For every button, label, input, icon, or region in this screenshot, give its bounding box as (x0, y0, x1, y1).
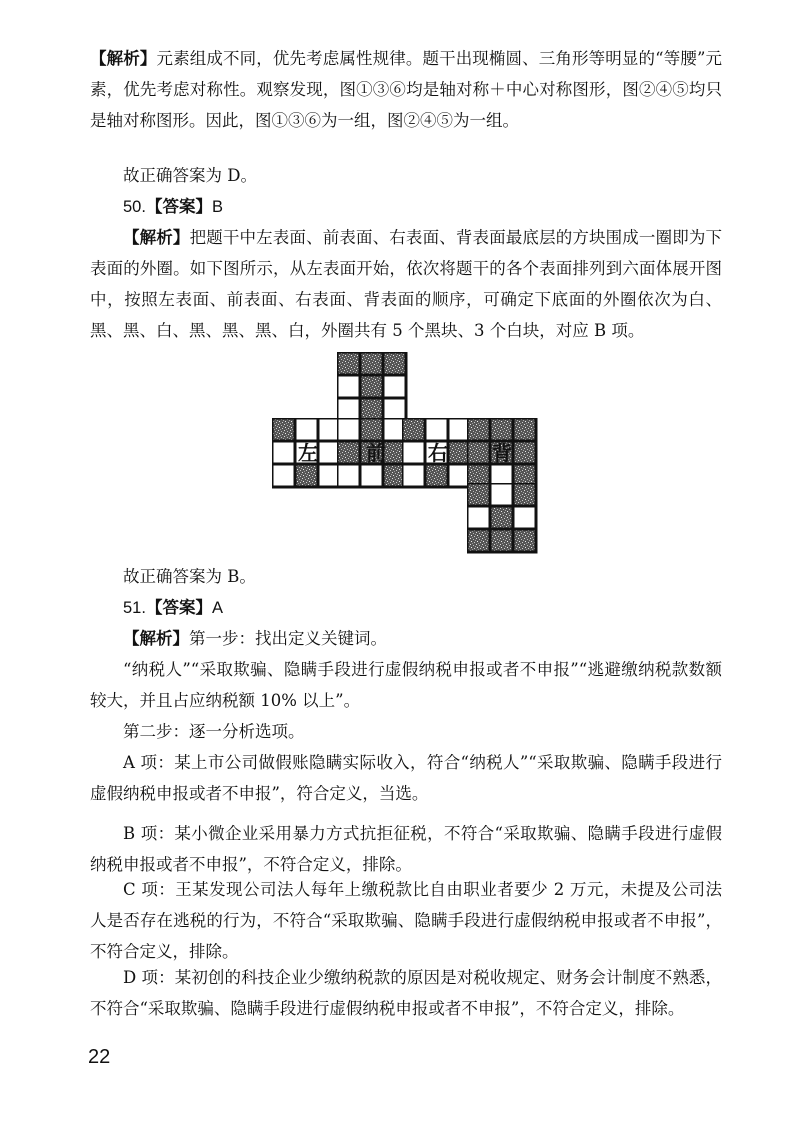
question-number: 50. (123, 198, 146, 216)
net-cell-dark (362, 354, 382, 374)
explain-label: 【解析】 (90, 49, 157, 68)
q51-keywords: “纳税人”“采取欺骗、隐瞒手段进行虚假纳税申报或者不申报”“逃避缴纳税款数额较大，并且占应纳税额 10% 以上”。 (90, 660, 722, 710)
net-cell-white (469, 508, 489, 528)
answer-value: B (211, 198, 223, 216)
net-cell-dark (492, 420, 512, 440)
net-cell-white (404, 466, 424, 486)
net-cell-white (427, 420, 447, 440)
option-b-analysis: B 项：某小微企业采用暴力方式抗拒征税，不符合“采取欺骗、隐瞒手段进行虚假纳税申报或者不申报”，不符合定义，排除。 (90, 824, 722, 874)
net-cell-dark (515, 531, 535, 551)
q51-step1 (90, 623, 722, 654)
net-cell-dark (515, 485, 535, 505)
net-cell-white (404, 443, 424, 463)
net-cell-white (339, 420, 359, 440)
answer-value: A (211, 599, 223, 617)
label-right: 右 (428, 441, 448, 465)
net-cell-white (385, 400, 405, 420)
q49-final-answer: 故正确答案为 D。 (123, 166, 257, 185)
net-cell-dark (362, 377, 382, 397)
step-text: 第一步：找出定义关键词。 (189, 629, 387, 648)
net-cell-white (339, 400, 359, 420)
q50-final-answer: 故正确答案为 B。 (123, 567, 256, 586)
net-cell-dark (469, 420, 489, 440)
net-cell-white (492, 466, 512, 486)
q51-answer (90, 592, 722, 624)
net-cell-white (274, 443, 294, 463)
option-a-analysis: A 项：某上市公司做假账隐瞒实际收入，符合“纳税人”“采取欺骗、隐瞒手段进行虚假纳税申报或者不申报”，符合定义，当选。 (90, 753, 722, 803)
explain-label: 【解析】 (123, 629, 189, 648)
label-front: 前 (366, 441, 386, 465)
net-cell-dark (385, 466, 405, 486)
q50-explanation (90, 222, 722, 346)
net-cell-white (320, 466, 340, 486)
net-cell-dark (362, 400, 382, 420)
q51-step2: 第二步：逐一分析选项。 (123, 722, 305, 741)
option-c-analysis: C 项：王某发现公司法人每年上缴税款比自由职业者要少 2 万元，未提及公司法人是否存在逃税的行为，不符合“采取欺骗、隐瞒手段进行虚假纳税申报或者不申报”，不符合定义，排除。 (90, 880, 722, 961)
net-cell-dark (339, 443, 359, 463)
net-cell-dark (450, 443, 470, 463)
net-cell-white (385, 420, 405, 440)
option-d-analysis: D 项：某初创的科技企业少缴纳税款的原因是对税收规定、财务会计制度不熟悉，不符合“采取欺骗、隐瞒手段进行虚假纳税申报或者不申报”，不符合定义，排除。 (90, 968, 722, 1018)
net-cell-white (320, 420, 340, 440)
net-cell-dark (515, 466, 535, 486)
net-cell-dark (492, 508, 512, 528)
net-cell-white (320, 443, 340, 463)
q50-answer (90, 191, 722, 223)
net-cell-dark (362, 420, 382, 440)
net-cell-white (339, 377, 359, 397)
explain-text: 把题干中左表面、前表面、右表面、背表面最底层的方块围成一圈即为下表面的外圈。如下图所示，从左表面开始，依次将题干的各个表面排列到六面体展开图中，按照左表面、前表面、右表面、背表面的顺序，可确定下底面的外圈依次为白、黑、黑、白、黑、黑、黑、白，外圈共有 5 个黑块、3 个白块，对应 B 项。 (90, 228, 723, 340)
net-cell-white (362, 466, 382, 486)
net-cell-white (339, 466, 359, 486)
net-cell-dark (469, 485, 489, 505)
net-cell-dark (492, 531, 512, 551)
net-cell-white (450, 466, 470, 486)
cube-net-figure (272, 352, 544, 554)
explain-text: 元素组成不同，优先考虑属性规律。题干出现椭圆、三角形等明显的“等腰”元素，优先考虑对称性。观察发现，图①③⑥均是轴对称＋中心对称图形，图②④⑤均只是轴对称图形。因此，图①③⑥为一组，图②④⑤为一组。 (90, 49, 723, 130)
label-left: 左 (298, 441, 318, 465)
net-cell-dark (469, 531, 489, 551)
explain-label: 【解析】 (123, 228, 190, 247)
question-number: 51. (123, 599, 146, 617)
net-cell-dark (385, 354, 405, 374)
net-cell-white (492, 485, 512, 505)
net-cell-dark (515, 443, 535, 463)
net-cell-dark (469, 443, 489, 463)
net-cell-white (515, 508, 535, 528)
net-cell-dark (297, 466, 317, 486)
net-cell-white (385, 377, 405, 397)
net-cell-dark (385, 443, 405, 463)
net-cell-white (297, 420, 317, 440)
answer-label: 【答案】 (145, 598, 212, 617)
net-cell-white (450, 420, 470, 440)
net-cell-dark (427, 466, 447, 486)
net-cell-white (274, 466, 294, 486)
label-back: 背 (492, 441, 512, 465)
answer-label: 【答案】 (145, 197, 212, 216)
net-cell-dark (469, 466, 489, 486)
net-cell-dark (404, 420, 424, 440)
page-number: 22 (88, 1046, 111, 1068)
q49-explanation (90, 43, 722, 136)
net-cell-dark (339, 354, 359, 374)
net-cell-dark (274, 420, 294, 440)
net-cell-dark (515, 420, 535, 440)
